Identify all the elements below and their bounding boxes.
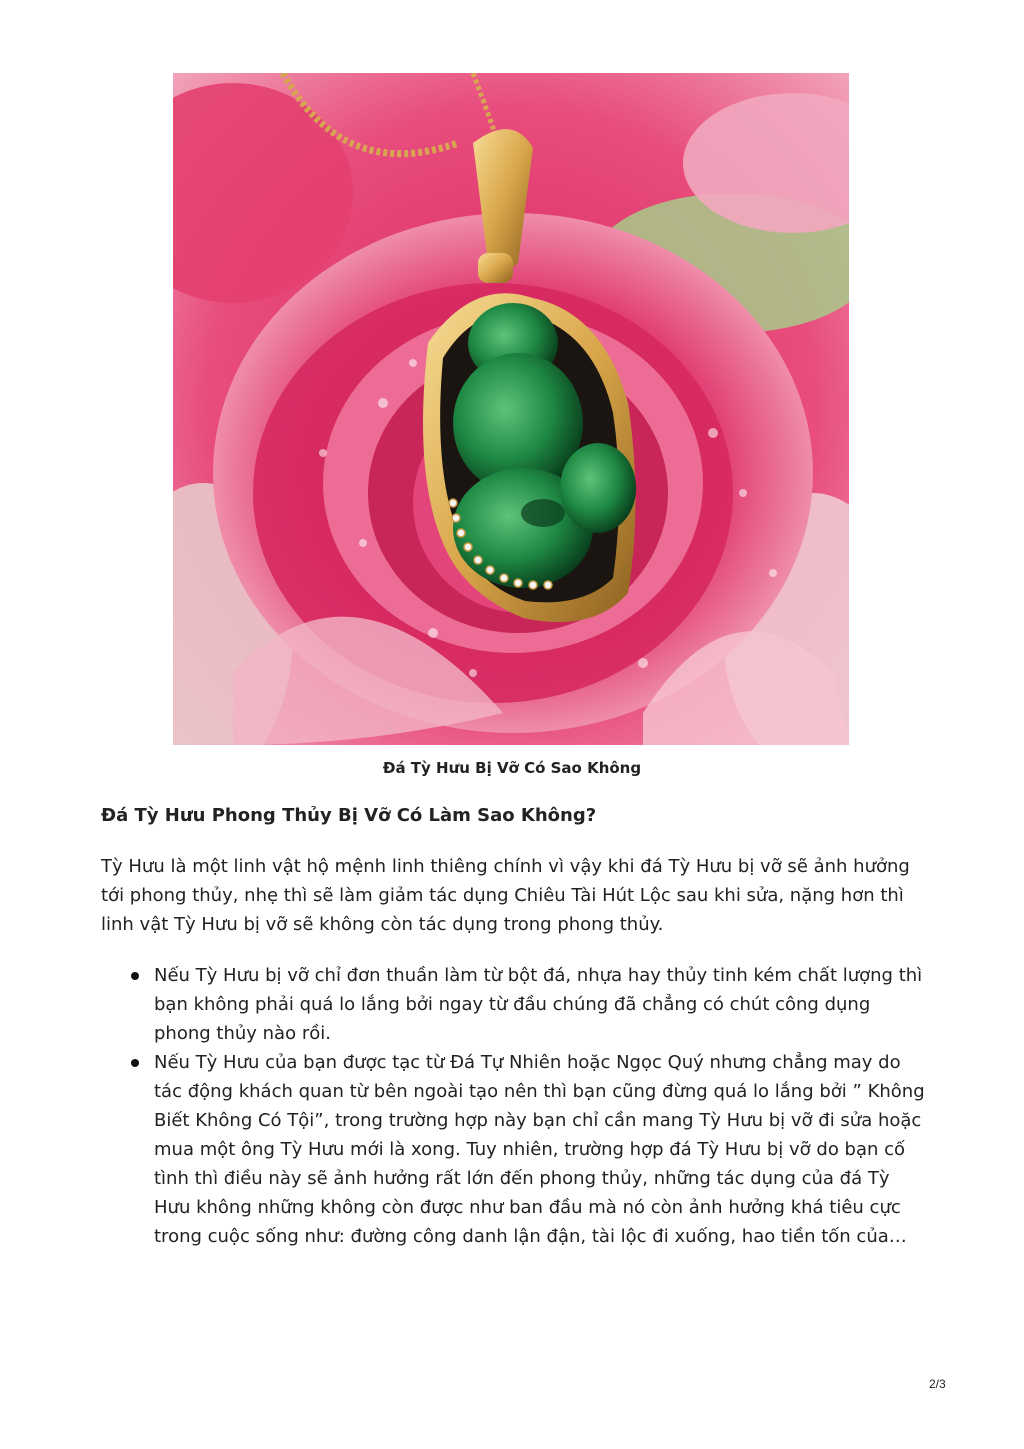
list-item-text: Nếu Tỳ Hưu của bạn được tạc từ Đá Tự Nhiên hoặc Ngọc Quý nhưng chẳng may do tác động khách quan từ bên ngoài tạo nên thì bạn cũng đừng quá lo lắng bởi ” Không Biết Không Có Tội”, trong trường hợp này bạn chỉ cần mang Tỳ Hưu bị vỡ đi sửa hoặc mua một ông Tỳ Hưu mới là xong. Tuy nhiên, trường hợp đá Tỳ Hưu bị vỡ do bạn cố tình thì điều này sẽ ảnh hưởng rất lớn đến phong thủy, những tác dụng của đá Tỳ Hưu không những không còn được như ban đầu mà nó còn ảnh hưởng khá tiêu cực trong cuộc sống như: đường công danh lận đận, tài lộc đi xuống, hao tiền tốn của… bbox=[154, 1052, 925, 1247]
page-number: 2/3 bbox=[929, 1377, 946, 1391]
bullet-icon bbox=[131, 972, 139, 980]
intro-paragraph: Tỳ Hưu là một linh vật hộ mệnh linh thiêng chính vì vậy khi đá Tỳ Hưu bị vỡ sẽ ảnh hưởng tới phong thủy, nhẹ thì sẽ làm giảm tác dụng Chiêu Tài Hút Lộc sau khi sửa, nặng hơn thì linh vật Tỳ Hưu bị vỡ sẽ không còn tác dụng trong phong thủy. bbox=[101, 856, 910, 935]
figure-caption: Đá Tỳ Hưu Bị Vỡ Có Sao Không bbox=[382, 759, 642, 777]
bullet-list bbox=[101, 961, 931, 1251]
list-item-text: Nếu Tỳ Hưu bị vỡ chỉ đơn thuần làm từ bột đá, nhựa hay thủy tinh kém chất lượng thì bạn không phải quá lo lắng bởi ngay từ đầu chúng đã chẳng có chút công dụng phong thủy nào rồi. bbox=[154, 965, 923, 1044]
jade-pendant-photo bbox=[173, 73, 849, 745]
list-item bbox=[101, 1048, 931, 1251]
pendant-image bbox=[173, 73, 849, 745]
list-item bbox=[101, 961, 931, 1048]
bullet-icon bbox=[131, 1059, 139, 1067]
section-heading: Đá Tỳ Hưu Phong Thủy Bị Vỡ Có Làm Sao Không? bbox=[101, 805, 597, 826]
